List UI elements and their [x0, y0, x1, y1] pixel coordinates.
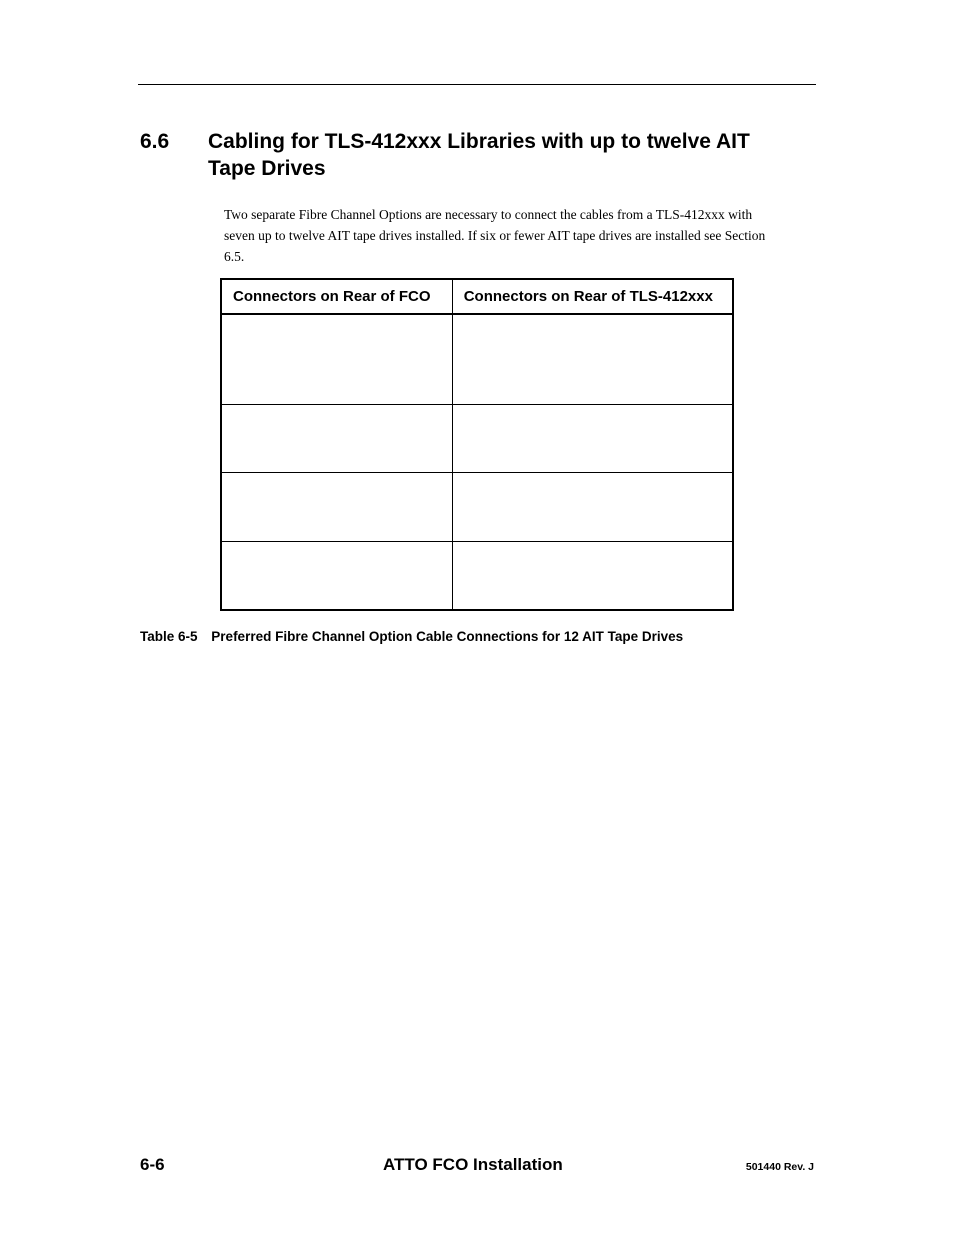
table-cell	[221, 314, 452, 405]
table-cell	[452, 542, 733, 611]
header-rule	[138, 84, 816, 85]
table-caption	[140, 628, 820, 646]
footer-revision: 501440 Rev. J	[745, 1161, 814, 1173]
section-number: 6.6	[140, 130, 170, 153]
table-cell	[452, 314, 733, 405]
table-caption-text: Preferred Fibre Channel Option Cable Connections for 12 AIT Tape Drives	[211, 629, 684, 644]
intro-paragraph: Two separate Fibre Channel Options are necessary to connect the cables from a TLS-412xxx with seven up to twelve AIT tape drives installed. If six or fewer AIT tape drives are installed see Section 6.5.	[224, 207, 766, 264]
table-row	[221, 542, 733, 611]
footer-title: ATTO FCO Installation	[383, 1155, 563, 1174]
table-header-row	[221, 279, 733, 314]
column-header-tls: Connectors on Rear of TLS-412xxx	[452, 279, 733, 314]
table-cell	[221, 473, 452, 542]
table-cell	[452, 405, 733, 473]
table-cell	[221, 542, 452, 611]
table-row	[221, 405, 733, 473]
table-cell	[221, 405, 452, 473]
connections-table	[220, 278, 734, 611]
table-row	[221, 314, 733, 405]
section-title: Cabling for TLS-412xxx Libraries with up to twelve AIT Tape Drives	[208, 130, 750, 180]
table-caption-label: Table 6-5	[140, 629, 198, 644]
table-cell	[452, 473, 733, 542]
section-heading	[140, 128, 800, 182]
table-row	[221, 473, 733, 542]
column-header-fco: Connectors on Rear of FCO	[221, 279, 452, 314]
footer-page-number: 6-6	[140, 1155, 165, 1174]
